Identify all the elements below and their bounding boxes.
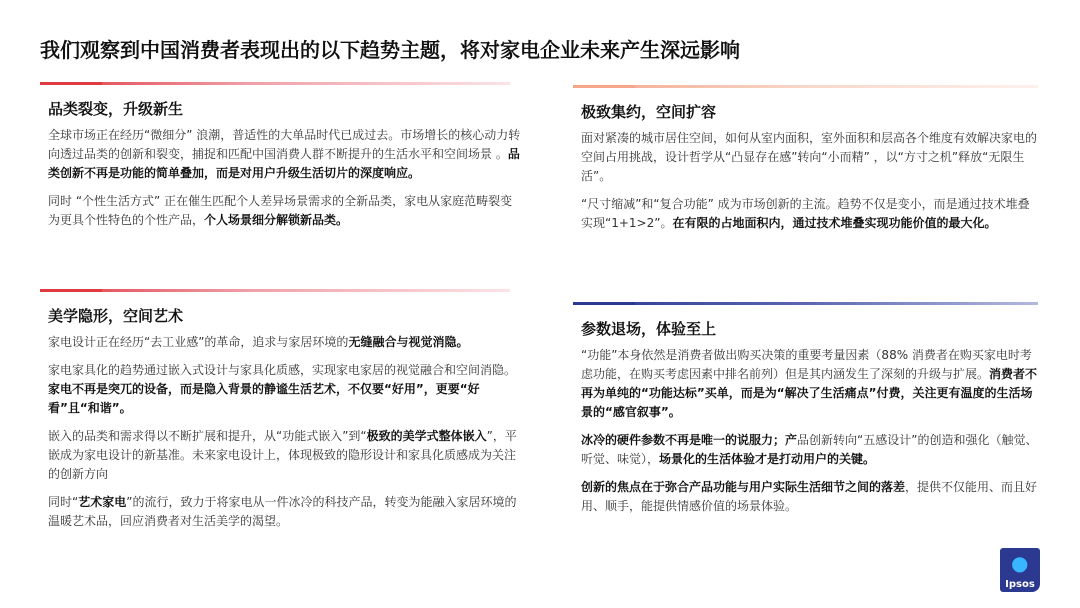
text-segment: 品创新转向“五感设计”的创造和强化（触觉、听觉、味觉）， — [581, 433, 1038, 466]
paragraph — [581, 129, 1041, 186]
text-segment: 全球市场正在经历“微细分” 浪潮，普适性的大单品时代已成过去。市场增长的核心动力转向透过品类的创新和裂变，捕捉和匹配中国消费人群不断提升的生活水平和空间场景 。 — [48, 128, 521, 161]
text-segment: ，提供不仅能用、而且好用、顺手，能提供情感价值的场景体验。 — [581, 480, 1038, 513]
emphasis-text: 极致的美学式整体嵌入 — [366, 429, 487, 443]
text-segment: 同时 “个性生活方式” 正在催生匹配个人差异场景需求的全新品类，家电从家庭范畴裂变为更具个性特色的个性产品， — [48, 194, 513, 227]
paragraph — [48, 192, 524, 230]
paragraph — [48, 427, 524, 484]
section-body — [581, 346, 1041, 525]
section-divider — [573, 85, 1038, 88]
section-heading: 品类裂变，升级新生 — [48, 100, 184, 118]
text-segment: ”，平嵌成为家电设计的新基准。未来家电设计上，体现极致的隐形设计和家具化质感成为关注的创新方向 — [48, 429, 517, 481]
emphasis-text: 场景化的生活体验才是打动用户的关键。 — [659, 452, 876, 466]
text-segment: 家电设计正在经历“去工业感”的革命，追求与家居环境的 — [48, 335, 349, 349]
section-heading: 极致集约，空间扩容 — [581, 103, 717, 121]
paragraph — [48, 361, 524, 418]
emphasis-text: 在有限的占地面积内，通过技术堆叠实现功能价值的最大化。 — [672, 216, 997, 230]
section-body — [48, 126, 524, 239]
paragraph — [581, 346, 1041, 422]
emphasis-text: 冰冷的硬件参数不再是唯一的说服力；产 — [581, 433, 798, 447]
text-segment: 面对紧凑的城市居住空间，如何从室内面积，室外面积和层高各个维度有效解决家电的空间占用挑战，设计哲学从“凸显存在感”转向“小而精” ，以“方寸之机”释放“无限生活”。 — [581, 131, 1038, 183]
paragraph — [48, 126, 524, 183]
section-accent-bar — [573, 85, 635, 88]
section-divider — [40, 289, 510, 292]
emphasis-text: 无缝融合与视觉消隐。 — [348, 335, 469, 349]
logo-mark-icon: ● — [1011, 551, 1029, 575]
section-accent-bar — [40, 82, 102, 85]
text-segment: ”的流行，致力于将家电从一件冰冷的科技产品，转变为能融入家居环境的温暖艺术品，回应消费者对生活美学的渴望。 — [48, 495, 517, 528]
text-segment: “尺寸缩减”和“复合功能” 成为市场创新的主流。趋势不仅是变小，而是通过技术堆叠实现“1+1>2”。 — [581, 197, 1030, 230]
logo-text: Ipsos — [1005, 579, 1035, 590]
text-segment: 同时“ — [48, 495, 79, 509]
text-segment: “功能”本身依然是消费者做出购买决策的重要考量因素（88% 消费者在购买家电时考虑功能，在购买考虑因素中排名前列）但是其内涵发生了深刻的升级与扩展。 — [581, 348, 1032, 381]
section-divider — [573, 302, 1038, 305]
paragraph — [581, 478, 1041, 516]
section-heading: 参数退场，体验至上 — [581, 320, 717, 338]
emphasis-text: 艺术家电 — [78, 495, 127, 509]
section-body — [48, 333, 524, 540]
emphasis-text: 品类创新不再是功能的简单叠加，而是对用户升级生活切片的深度响应。 — [48, 147, 520, 180]
section-divider — [40, 82, 510, 85]
section-body — [581, 129, 1041, 242]
paragraph — [48, 493, 524, 531]
text-segment: 嵌入的品类和需求得以不断扩展和提升，从“功能式嵌入”到“ — [48, 429, 367, 443]
page-title: 我们观察到中国消费者表现出的以下趋势主题，将对家电企业未来产生深远影响 — [40, 38, 740, 62]
emphasis-text: 消费者不再为单纯的“功能达标”买单，而是为“解决了生活痛点”付费，关注更有温度的生活场景的“感官叙事”。 — [581, 367, 1038, 419]
section-accent-bar — [573, 302, 635, 305]
emphasis-text: 个人场景细分解锁新品类。 — [204, 213, 349, 227]
paragraph — [581, 195, 1041, 233]
ipsos-logo — [1000, 548, 1040, 592]
emphasis-text: 家电不再是突兀的设备，而是隐入背景的静谧生活艺术，不仅要“好用”，更要“好看”且“和谐”。 — [48, 382, 480, 415]
emphasis-text: 创新的焦点在于弥合产品功能与用户实际生活细节之间的落差 — [581, 480, 906, 494]
text-segment: 家电家具化的趋势通过嵌入式设计与家具化质感，实现家电家居的视觉融合和空间消隐。 — [48, 363, 517, 377]
section-accent-bar — [40, 289, 102, 292]
paragraph — [48, 333, 524, 352]
paragraph — [581, 431, 1041, 469]
section-heading: 美学隐形，空间艺术 — [48, 307, 184, 325]
